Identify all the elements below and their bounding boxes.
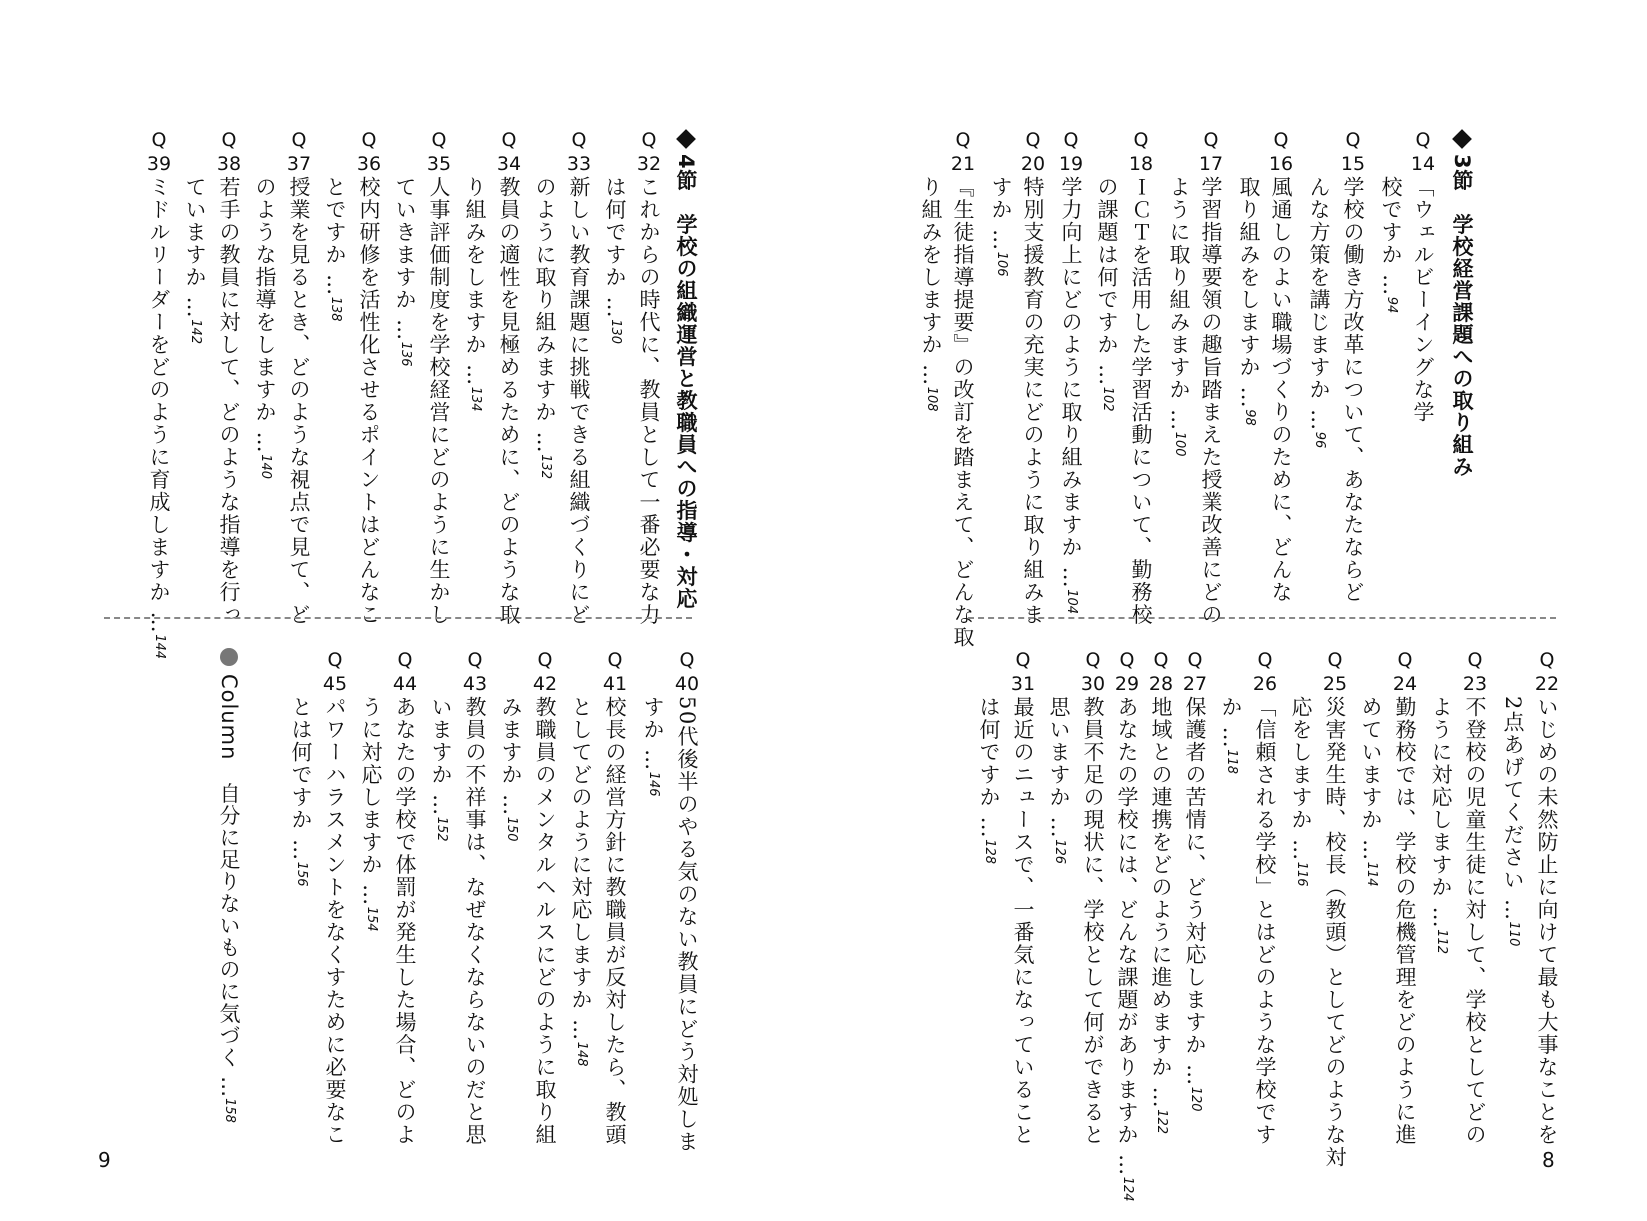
- diamond-icon: [1452, 129, 1472, 149]
- divider: [104, 617, 692, 619]
- divider: [968, 617, 1556, 619]
- column-entry[interactable]: Column 自分に足りないものに気づく …158: [212, 648, 246, 1123]
- page-number: 8: [1542, 1148, 1555, 1172]
- section-3-title: 3節 学校経営課題への取り組み: [1444, 128, 1480, 478]
- section-4-title: 4節 学校の組織運営と教職員への指導・対応: [668, 128, 704, 610]
- page-number: 9: [98, 1148, 111, 1172]
- diamond-icon: [676, 129, 696, 149]
- bullet-icon: [220, 648, 238, 666]
